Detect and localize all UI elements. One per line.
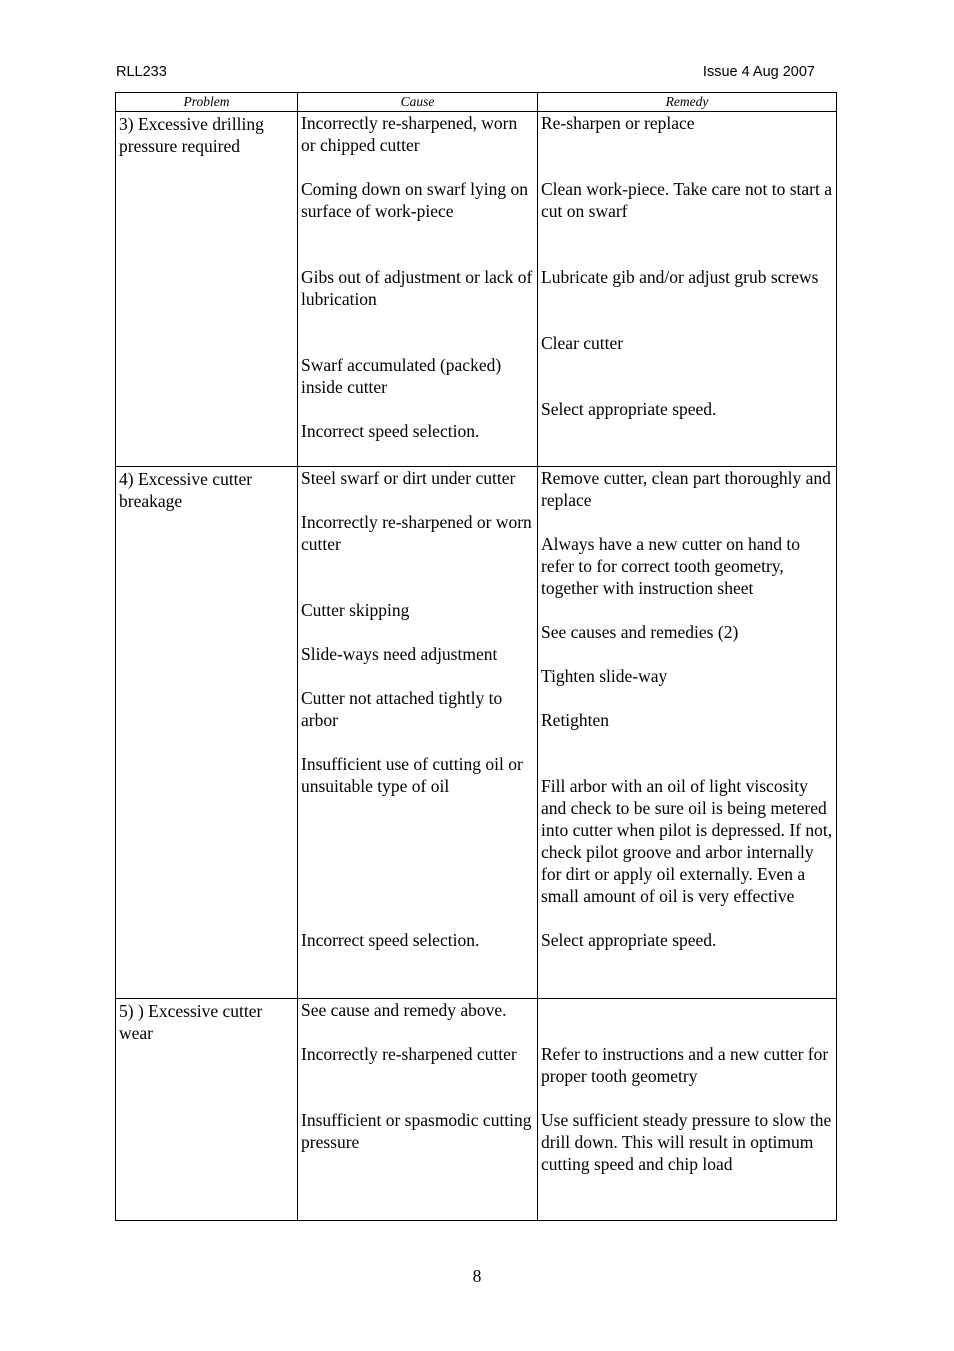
cause-item: Incorrect speed selection. [301,930,480,950]
cause-item: Incorrectly re-sharpened or worn cutter [301,512,532,554]
cause-item: Slide-ways need adjustment [301,644,498,664]
document-id: RLL233 [116,64,167,80]
remedy-cell [538,999,837,1221]
remedy-item: Refer to instructions and a new cutter for proper tooth geometry [541,1044,829,1086]
remedy-cell [538,112,837,467]
column-header-cause: Cause [298,93,538,112]
cause-item: Steel swarf or dirt under cutter [301,468,516,488]
remedy-item [541,999,833,1021]
cause-item: Incorrectly re-sharpened cutter [301,1044,517,1064]
column-header-problem: Problem [116,93,298,112]
cause-cell [298,112,538,467]
cause-cell [298,467,538,999]
table-header-row [116,93,837,112]
cause-item: Insufficient or spasmodic cutting pressure [301,1110,532,1152]
remedy-item: Select appropriate speed. [541,930,717,950]
cause-item: Cutter skipping [301,600,410,620]
cause-item: See cause and remedy above. [301,1000,507,1020]
table-row [116,112,837,467]
table-row [116,999,837,1221]
cause-item: Incorrectly re-sharpened, worn or chipped cutter [301,113,518,155]
problem-cell: 4) Excessive cutter breakage [116,467,298,999]
remedy-item: See causes and remedies (2) [541,622,739,642]
remedy-item: Tighten slide-way [541,666,668,686]
remedy-item: Select appropriate speed. [541,399,717,419]
remedy-item: Re-sharpen or replace [541,113,695,133]
remedy-item: Retighten [541,710,610,730]
problem-cell: 5) ) Excessive cutter wear [116,999,298,1221]
problem-cell: 3) Excessive drilling pressure required [116,112,298,467]
remedy-item: Clean work-piece. Take care not to start a cut on swarf [541,179,832,221]
troubleshooting-table [115,92,837,1221]
cause-item: Coming down on swarf lying on surface of work-piece [301,179,529,221]
page-number: 8 [472,1266,482,1286]
issue-date: Issue 4 Aug 2007 [702,64,815,80]
cause-item: Cutter not attached tightly to arbor [301,688,503,730]
cause-item: Insufficient use of cutting oil or unsuitable type of oil [301,754,523,796]
remedy-item: Fill arbor with an oil of light viscosity and check to be sure oil is being metered into cutter when pilot is depressed. If not, check pilot groove and arbor internally for dirt or apply oil externally. Even a small amount of oil is very effective [541,776,833,906]
remedy-item: Clear cutter [541,333,624,353]
column-header-remedy: Remedy [538,93,837,112]
cause-item: Incorrect speed selection. [301,421,480,441]
table-row [116,467,837,999]
cause-item: Swarf accumulated (packed) inside cutter [301,355,502,397]
remedy-item: Use sufficient steady pressure to slow the drill down. This will result in optimum cutting speed and chip load [541,1110,832,1174]
cause-cell [298,999,538,1221]
remedy-item: Remove cutter, clean part thoroughly and replace [541,468,831,510]
remedy-item: Always have a new cutter on hand to refer to for correct tooth geometry, together with instruction sheet [541,534,801,598]
remedy-cell [538,467,837,999]
remedy-item: Lubricate gib and/or adjust grub screws [541,267,819,287]
cause-item: Gibs out of adjustment or lack of lubrication [301,267,533,309]
